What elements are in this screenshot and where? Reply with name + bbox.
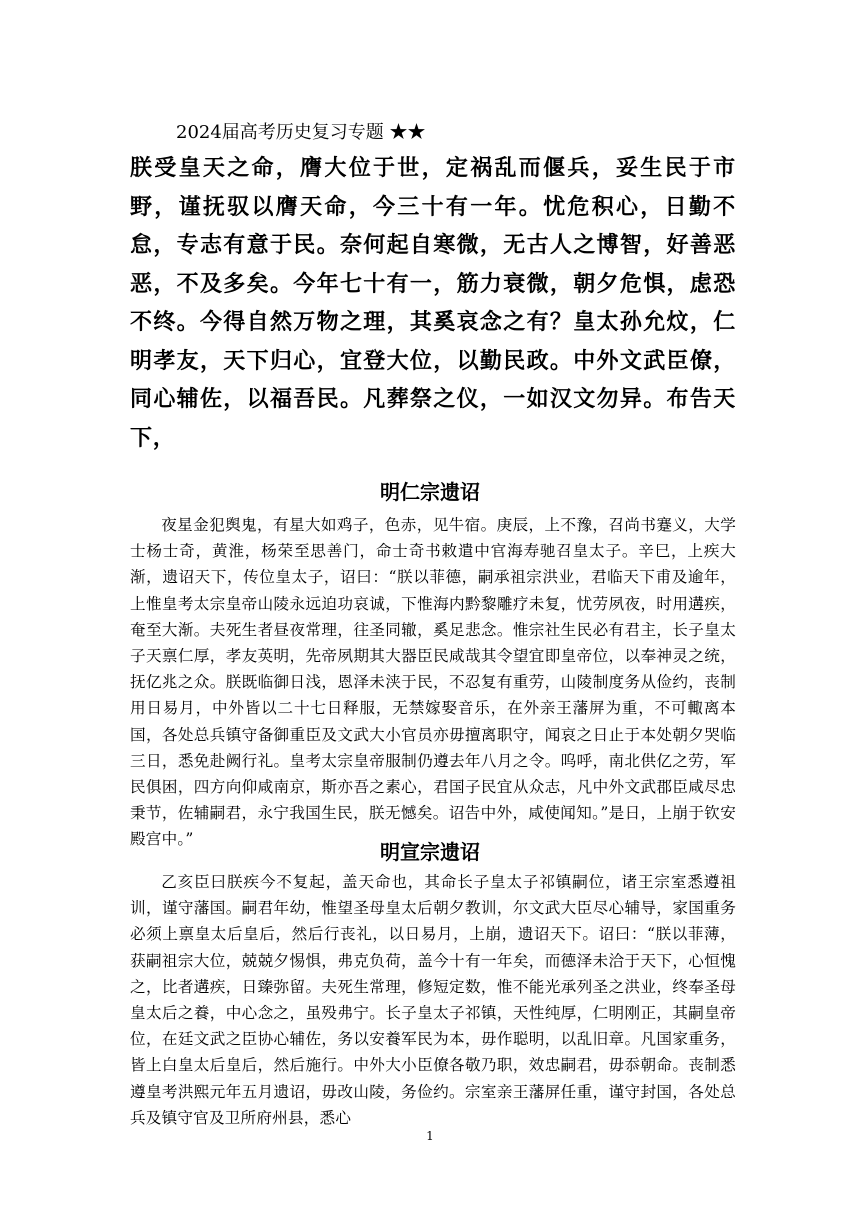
section-text-xuanzong: 乙亥臣曰朕疾今不复起，盖天命也，其命长子皇太子祁镇嗣位，诸王宗室悉遵祖训，谨守藩国。嗣君年幼，惟望圣母皇太后朝夕教训，尔文武大臣尽心辅导，家国重务必须上禀皇太后皇后，然后行丧礼，以日易月，上崩，遗诏天下。诏曰：“朕以菲薄，获嗣祖宗大位，兢兢夕惕惧，弗克负荷，盖今十有一年矣，而德泽未洽于天下，心恒愧之，比者遘疾，日臻弥留。夫死生常理，修短定数，惟不能光承列圣之洪业，终奉圣母皇太后之養，中心念之，虽殁弗宁。长子皇太子祁镇，天性纯厚，仁明刚正，其嗣皇帝位，在廷文武之臣协心辅佐，务以安養军民为本，毋作聪明，以乱旧章。凡国家重务，皆上白皇太后皇后，然后施行。中外大小臣僚各敬乃职，效忠嗣君，毋忝朝命。丧制悉遵皇考洪熙元年五月遗诏，毋改山陵，务俭约。宗室亲王藩屏任重，谨守封国，各处总兵及镇守官及卫所府州县，悉心 [130, 873, 736, 1127]
section-heading-xuanzong: 明宣宗遗诏 [380, 840, 480, 864]
section-text-renzong: 夜星金犯舆鬼，有星大如鸡子，色赤，见牛宿。庚辰，上不豫，召尚书蹇义，大学士杨士奇，黄淮，杨荣至思善门，命士奇书敕遣中官海寿驰召皇太子。辛巳，上疾大渐，遗诏天下，传位皇太子，诏曰：“朕以菲德，嗣承祖宗洪业，君临天下甫及逾年，上惟皇考太宗皇帝山陵永远迫功哀诚，下惟海内黔黎雕疗未复，忧劳夙夜，时用遘疾，奄至大渐。夫死生者昼夜常理，往圣同辙，奚足悲念。惟宗社生民必有君主，长子皇太子天禀仁厚，孝友英明，先帝夙期其大器臣民咸哉其令望宜即皇帝位，以奉神灵之统，抚亿兆之众。朕既临御日浅，恩泽未浃于民，不忍复有重劳，山陵制度务从俭约，丧制用日易月，中外皆以二十七日释服，无禁嫁娶音乐，在外亲王藩屏为重，不可輙离本国，各处总兵镇守备御重臣及文武大小官员亦毋擅离职守，闻哀之日止于本处朝夕哭临三日，悉免赴阙行礼。皇考太宗皇帝服制仍遵去年八月之令。呜呼，南北供亿之劳，军民俱困，四方向仰咸南京，斯亦吾之素心，君国子民宜从众志，凡中外文武郡臣咸尽忠秉节，佐辅嗣君，永宁我国生民，朕无憾矣。诏告中外，咸使闻知。”是日，上崩于钦安殿宫中。” [130, 516, 736, 849]
page-number: 1 [426, 1129, 434, 1143]
section-heading-renzong: 明仁宗遗诏 [380, 480, 480, 504]
edict-excerpt: 朕受皇天之命，膺大位于世，定祸乱而偃兵，妥生民于市野，谨抚驭以膺天命，今三十有一年。忧危积心，日勤不怠，专志有意于民。奈何起自寒微，无古人之博智，好善恶恶，不及多矣。今年七十有一，筋力衰微，朝夕危惧，虑恐不终。今得自然万物之理，其奚哀念之有？皇太孙允炆，仁明孝友，天下归心，宜登大位，以勤民政。中外文武臣僚，同心辅佐，以福吾民。凡葬祭之仪，一如汉文勿异。布告天下， [130, 156, 736, 451]
document-title: 2024届高考历史复习专题 ★★ [176, 122, 426, 143]
